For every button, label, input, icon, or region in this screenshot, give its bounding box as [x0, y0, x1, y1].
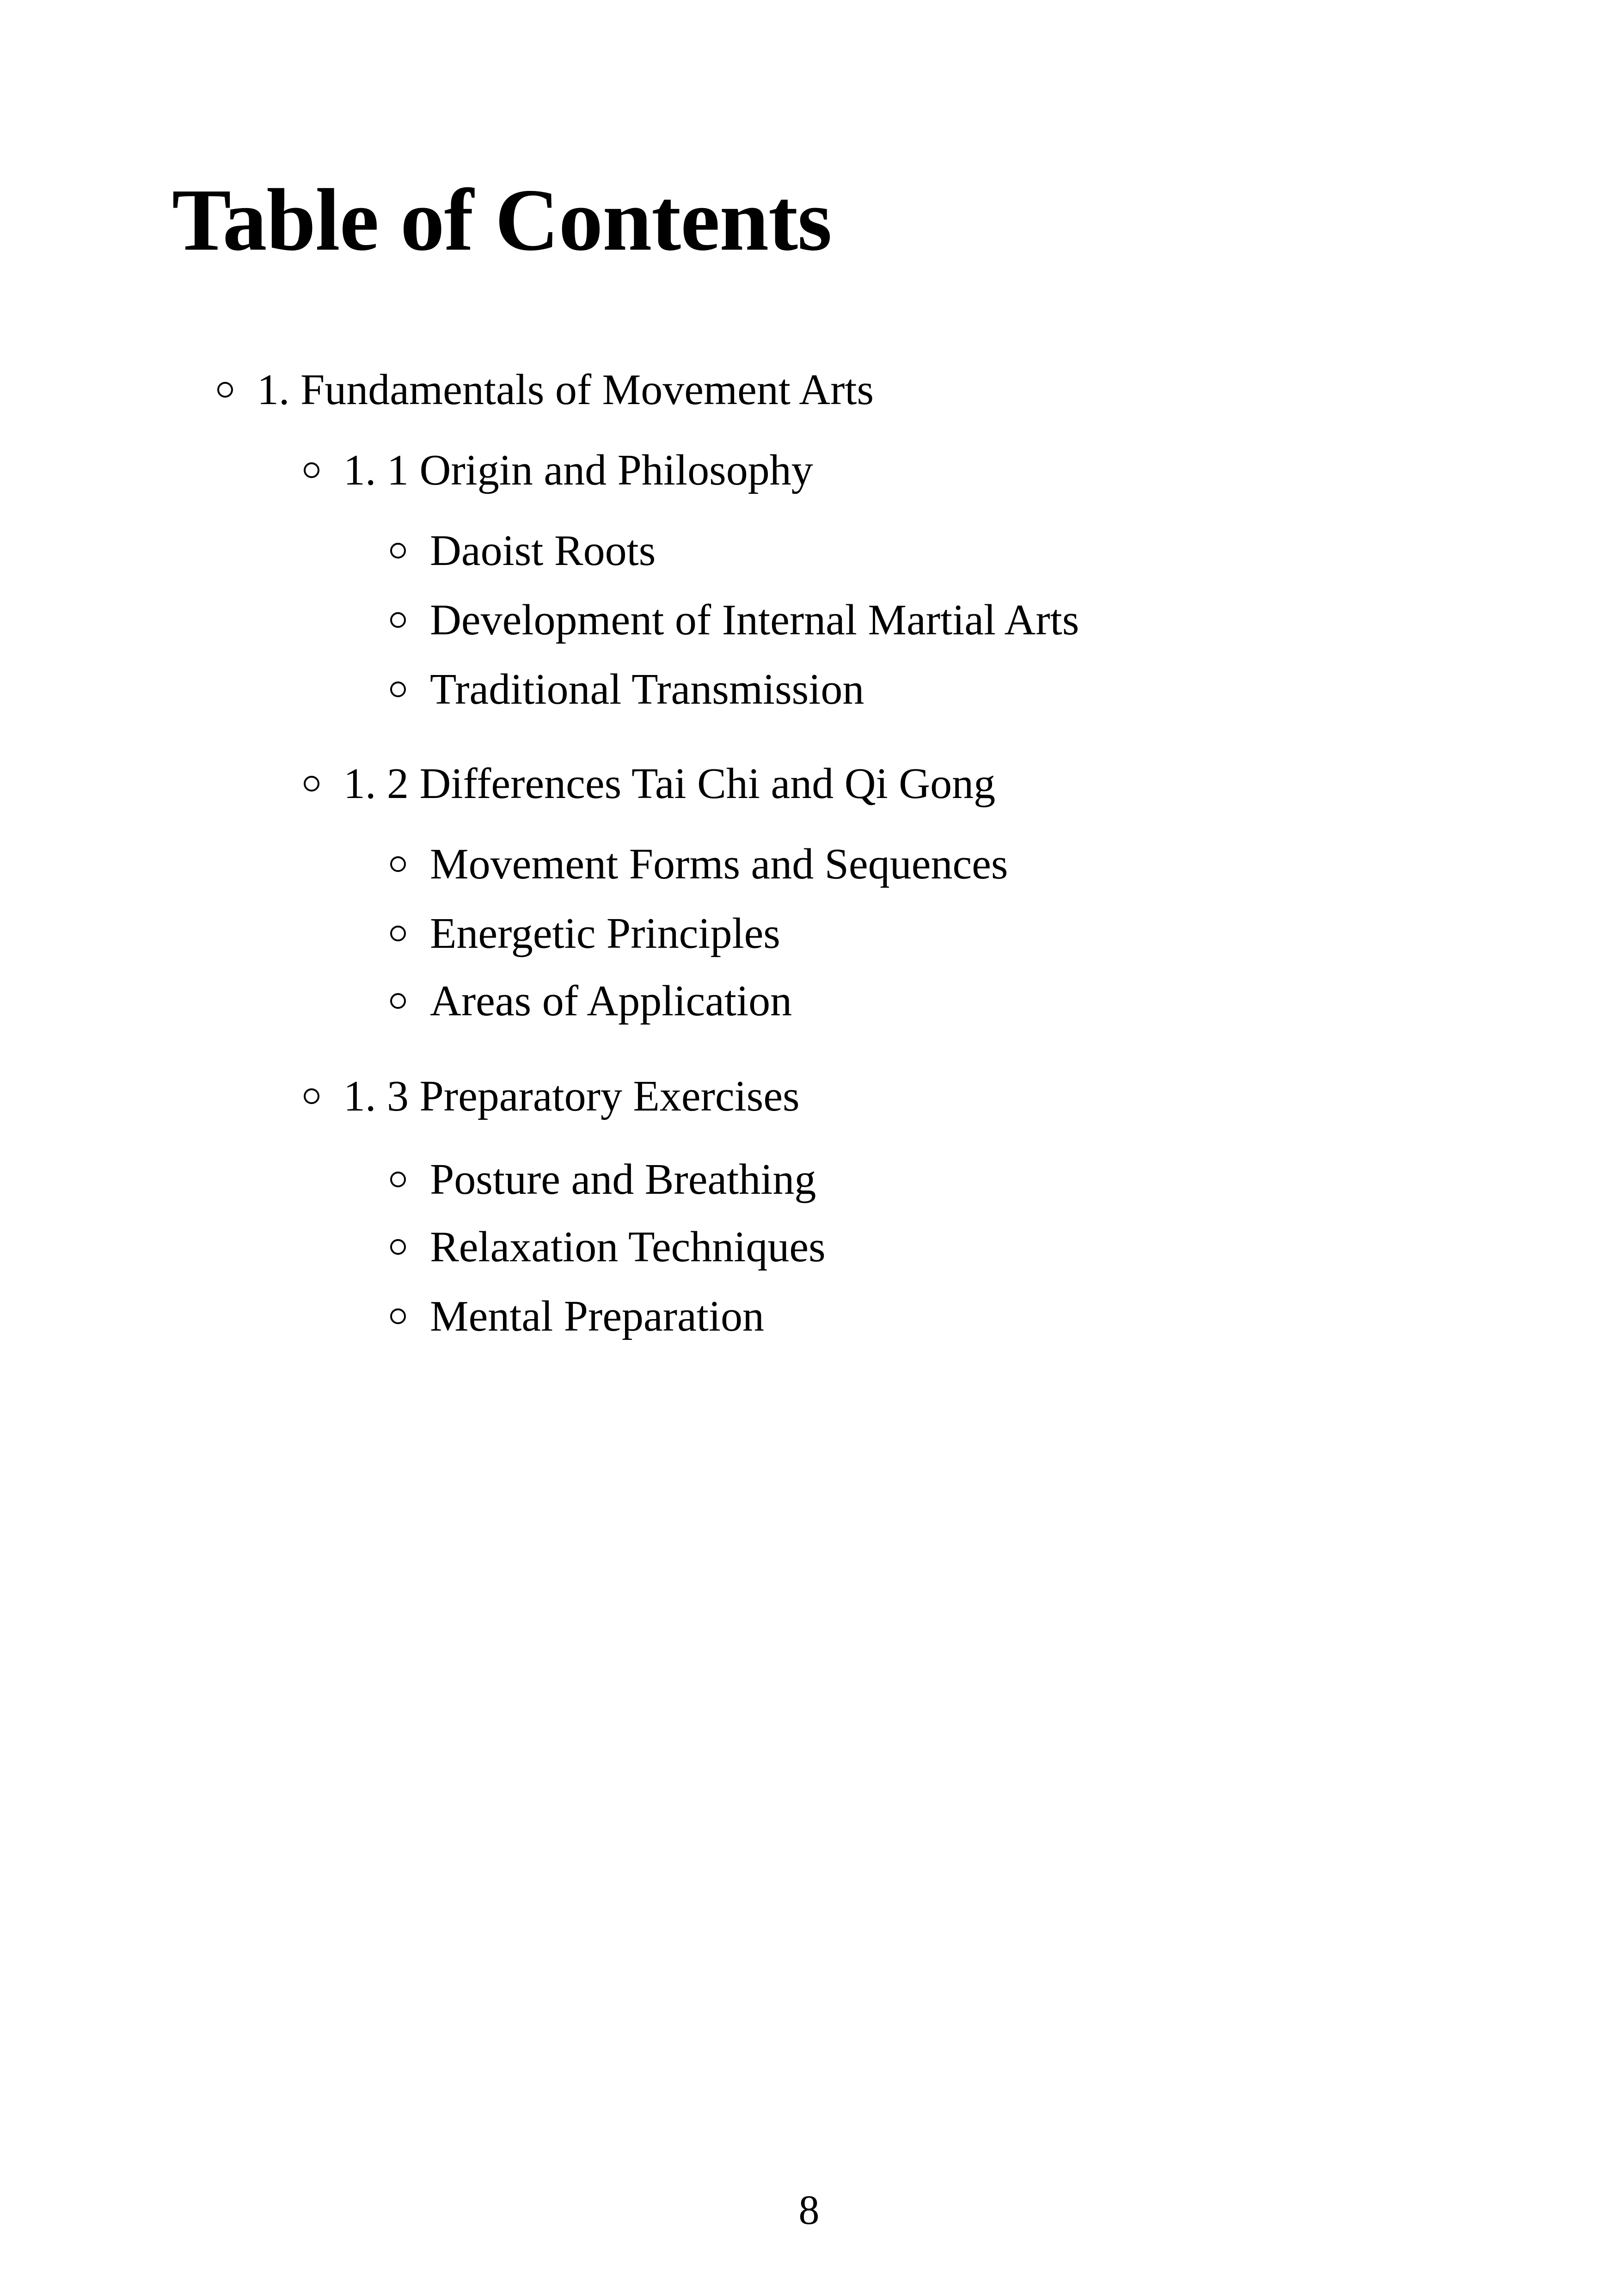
- toc-entry-label: 1. Fundamentals of Movement Arts: [257, 366, 874, 414]
- toc-entry-label: 1. 1 Origin and Philosophy: [343, 446, 813, 494]
- circle-bullet-icon: [217, 382, 233, 398]
- toc-item[interactable]: [390, 1154, 816, 1205]
- circle-bullet-icon: [390, 993, 406, 1009]
- toc-entry-label: Areas of Application: [430, 977, 792, 1025]
- toc-entry-label: Daoist Roots: [430, 527, 656, 575]
- page-title: Table of Contents: [172, 171, 832, 269]
- toc-item[interactable]: [390, 908, 780, 959]
- toc-entry-label: 1. 2 Differences Tai Chi and Qi Gong: [343, 760, 996, 808]
- toc-entry-label: Traditional Transmission: [430, 665, 864, 713]
- circle-bullet-icon: [304, 462, 319, 478]
- circle-bullet-icon: [390, 1172, 406, 1187]
- toc-entry-label: Development of Internal Martial Arts: [430, 596, 1079, 644]
- circle-bullet-icon: [390, 681, 406, 697]
- circle-bullet-icon: [390, 612, 406, 628]
- toc-item[interactable]: [390, 1222, 826, 1272]
- circle-bullet-icon: [390, 1308, 406, 1324]
- toc-entry-label: Relaxation Techniques: [430, 1223, 826, 1271]
- circle-bullet-icon: [304, 1088, 319, 1104]
- toc-item[interactable]: [390, 839, 1008, 890]
- circle-bullet-icon: [390, 1239, 406, 1255]
- toc-section-1-1[interactable]: [304, 445, 813, 496]
- toc-entry-label: 1. 3 Preparatory Exercises: [343, 1072, 800, 1120]
- toc-item[interactable]: [390, 1291, 764, 1342]
- page-number: 8: [798, 2187, 820, 2233]
- circle-bullet-icon: [390, 856, 406, 872]
- circle-bullet-icon: [390, 926, 406, 941]
- toc-section-1-3[interactable]: [304, 1071, 800, 1122]
- toc-item[interactable]: [390, 976, 792, 1026]
- toc-item[interactable]: [390, 525, 656, 576]
- toc-entry-label: Energetic Principles: [430, 909, 780, 958]
- toc-entry-label: Mental Preparation: [430, 1292, 765, 1340]
- toc-item[interactable]: [390, 664, 864, 715]
- toc-section-1-2[interactable]: [304, 758, 995, 809]
- circle-bullet-icon: [304, 776, 319, 792]
- toc-entry-label: Posture and Breathing: [430, 1155, 816, 1203]
- toc-chapter-1[interactable]: [217, 364, 874, 415]
- toc-entry-label: Movement Forms and Sequences: [430, 840, 1008, 888]
- toc-item[interactable]: [390, 595, 1079, 645]
- circle-bullet-icon: [390, 543, 406, 559]
